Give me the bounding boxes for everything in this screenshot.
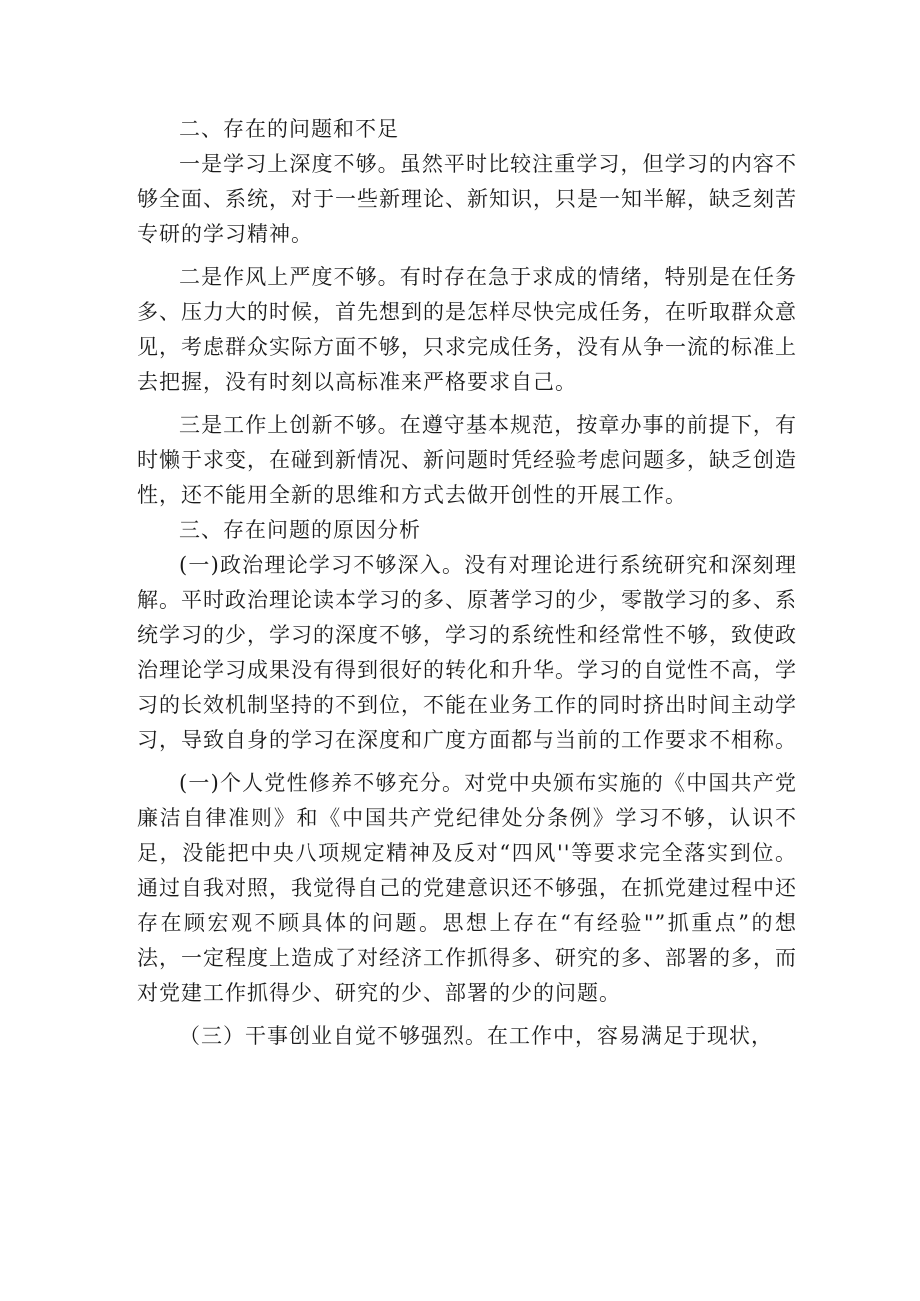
paragraph-work-style: 二是作风上严度不够。有时存在急于求成的情绪，特别是在任务多、压力大的时候，首先想到的是怎样尽快完成任务，在听取群众意见，考虑群众实际方面不够，只求完成任务，没有从争一流的标准上去把握，没有时刻以高标准来严格要求自己。 bbox=[137, 265, 797, 394]
section-heading-causes: 三、存在问题的原因分析 bbox=[179, 518, 421, 542]
paragraph-entrepreneurship: （三）干事创业自觉不够强烈。在工作中，容易满足于现状， bbox=[179, 1024, 773, 1048]
paragraph-study-depth: 一是学习上深度不够。虽然平时比较注重学习，但学习的内容不够全面、系统，对于一些新理论、新知识，只是一知半解，缺乏刻苦专研的学习精神。 bbox=[137, 152, 797, 246]
document-body bbox=[137, 112, 797, 1054]
section-heading-problems: 二、存在的问题和不足 bbox=[179, 117, 399, 141]
paragraph-innovation: 三是工作上创新不够。在遵守基本规范，按章办事的前提下，有时懒于求变，在碰到新情况、新问题时凭经验考虑问题多，缺乏创造性，还不能用全新的思维和方式去做开创性的开展工作。 bbox=[137, 413, 797, 507]
paragraph-political-theory: (一)政治理论学习不够深入。没有对理论进行系统研究和深刻理解。平时政治理论读本学习的多、原著学习的少，零散学习的多、系统学习的少，学习的深度不够，学习的系统性和经常性不够，致使政治理论学习成果没有得到很好的转化和升华。学习的自觉性不高，学习的长效机制坚持的不到位，不能在业务工作的同时挤出时间主动学习，导致自身的学习在深度和广度方面都与当前的工作要求不相称。 bbox=[137, 553, 797, 752]
paragraph-party-spirit: (一)个人党性修养不够充分。对党中央颁布实施的《中国共产党廉洁自律准则》和《中国共产党纪律处分条例》学习不够，认识不足，没能把中央八项规定精神及反对“四风''等要求完全落实到位。通过自我对照，我觉得自己的党建意识还不够强，在抓党建过程中还存在顾宏观不顾具体的问题。思想上存在“有经验"”抓重点”的想法，一定程度上造成了对经济工作抓得多、研究的多、部署的多，而对党建工作抓得少、研究的少、部署的少的问题。 bbox=[137, 771, 797, 1005]
